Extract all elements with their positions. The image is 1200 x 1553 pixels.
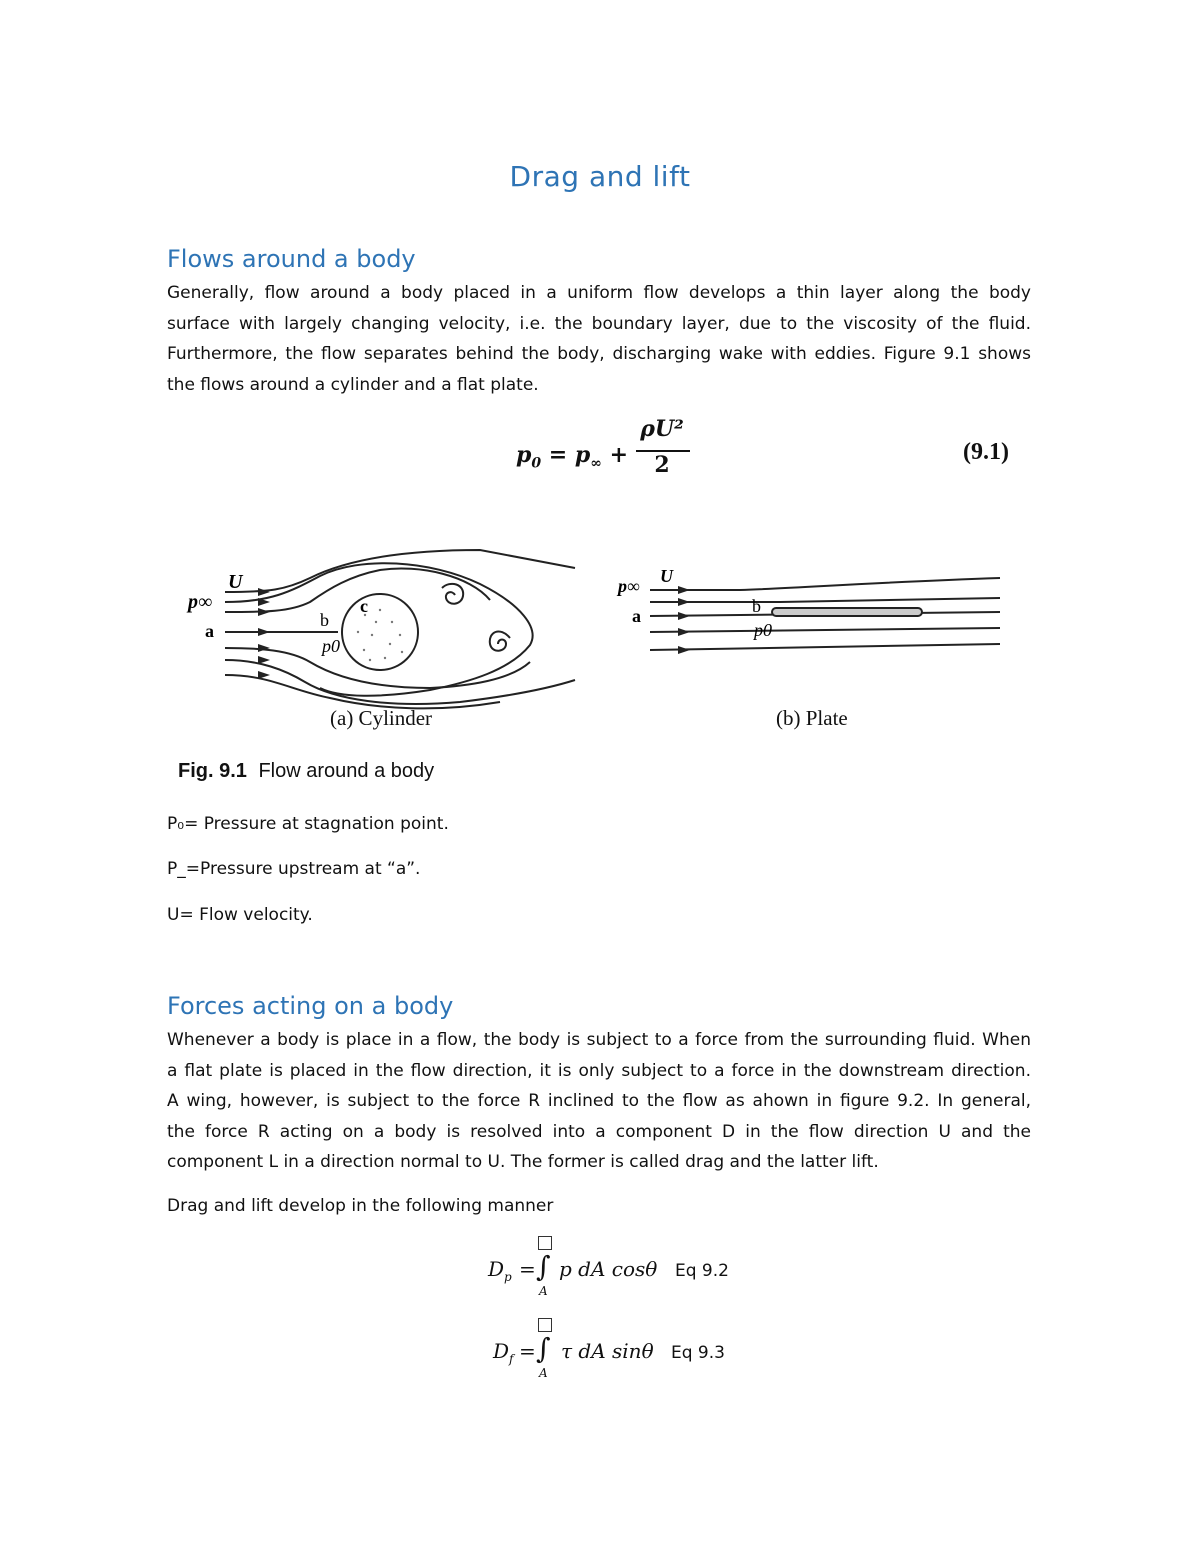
- eq2-body: p dA cosθ: [559, 1257, 658, 1281]
- eq-denominator: 2: [654, 452, 670, 478]
- eq3-limit: A: [539, 1366, 548, 1380]
- integral-sign: ∫: [536, 1250, 551, 1283]
- figure-caption-label: Fig. 9.1: [178, 760, 247, 782]
- eq2-lhs: [488, 1257, 512, 1284]
- eddy: [442, 584, 463, 604]
- section-heading-forces: Forces acting on a body: [167, 992, 454, 1020]
- eq2-lhs-sub: p: [504, 1270, 512, 1284]
- plate-body: [772, 608, 922, 616]
- paragraph-line: the flows around a cylinder and a flat plate.: [167, 374, 539, 395]
- eq2-limit: A: [539, 1284, 548, 1298]
- label-p0-cyl: p0: [322, 636, 340, 656]
- placeholder-box: [538, 1318, 552, 1332]
- paragraph-line: surface with largely changing velocity, i.e. the boundary layer, due to the viscosity of the fluid.: [167, 313, 1031, 334]
- label-b-plate: b: [752, 596, 761, 616]
- figure-flow-diagram: [180, 540, 1020, 740]
- cylinder-body: [342, 594, 418, 670]
- label-p-inf-plate: p∞: [618, 576, 640, 596]
- figure-caption-text: Flow around a body: [258, 760, 435, 782]
- figure-caption: [178, 760, 434, 783]
- streamline: [225, 550, 575, 592]
- eq3-equals: =: [519, 1339, 536, 1363]
- eddy: [490, 631, 510, 650]
- label-a-plate: a: [632, 606, 641, 626]
- eq3-lhs: [493, 1339, 514, 1366]
- definition-u: U= Flow velocity.: [167, 905, 313, 925]
- label-a-cyl: a: [205, 621, 214, 641]
- eq-rhs-sub: ∞: [590, 455, 602, 472]
- label-p-inf-cyl: p∞: [188, 591, 213, 613]
- eq2-equals: =: [519, 1257, 536, 1281]
- eq2-label: Eq 9.2: [675, 1261, 729, 1281]
- label-b-cyl: b: [320, 610, 329, 630]
- paragraph-line: A wing, however, is subject to the force R inclined to the flow as ahown in figure 9.2. In general,: [167, 1091, 1031, 1111]
- label-c-cyl: c: [360, 596, 368, 616]
- cylinder-caption: (a) Cylinder: [330, 706, 433, 730]
- paragraph-line: a flat plate is placed in the flow direction, it is only subject to a force in the downstream direction.: [167, 1060, 1031, 1081]
- eq-plus: +: [601, 442, 629, 468]
- label-u-plate: U: [660, 566, 673, 586]
- eq3-lhs-sub: f: [509, 1352, 514, 1366]
- paragraph-line: Generally, flow around a body placed in a uniform flow develops a thin layer along the body: [167, 283, 1031, 303]
- eq3-lhs-letter: D: [493, 1339, 510, 1363]
- definition-p-inf: P_=Pressure upstream at “a”.: [167, 859, 421, 879]
- streamline: [650, 644, 1000, 650]
- paragraph-line: component L in a direction normal to U. The former is called drag and the latter lift.: [167, 1152, 879, 1172]
- streamline: [650, 578, 1000, 590]
- plate-caption: (b) Plate: [776, 706, 848, 730]
- streamline: [650, 628, 1000, 632]
- streamline: [650, 598, 1000, 602]
- eq3-body: τ dA sinθ: [561, 1339, 654, 1363]
- drag-lift-intro: Drag and lift develop in the following manner: [167, 1196, 554, 1216]
- equation-number: (9.1): [963, 439, 1009, 465]
- eq-lhs-sub: 0: [531, 455, 542, 472]
- page-title: Drag and lift: [509, 160, 691, 193]
- label-u-cyl: U: [228, 571, 243, 593]
- section-forces-paragraph: [167, 1025, 1031, 1178]
- paragraph-line: Furthermore, the flow separates behind the body, discharging wake with eddies. Figure 9.1 shows: [167, 344, 1031, 364]
- placeholder-box: [538, 1236, 552, 1250]
- section-flows-paragraph: [167, 278, 1031, 400]
- label-p0-plate: p0: [754, 620, 772, 640]
- streamline: [225, 675, 500, 708]
- eq-rhs: p: [574, 442, 591, 468]
- definition-p0: P₀= Pressure at stagnation point.: [167, 814, 449, 834]
- eq-equals: =: [541, 442, 575, 468]
- paragraph-line: the force R acting on a body is resolved into a component D in the flow direction U and the: [167, 1121, 1031, 1142]
- eq3-label: Eq 9.3: [671, 1343, 725, 1363]
- eq-lhs: p: [516, 442, 532, 468]
- section-heading-flows: Flows around a body: [167, 245, 416, 273]
- integral-sign: ∫: [536, 1332, 551, 1365]
- eq2-lhs-letter: D: [488, 1257, 505, 1281]
- paragraph-line: Whenever a body is place in a flow, the body is subject to a force from the surrounding fluid. When: [167, 1030, 1031, 1050]
- eq-numerator: ρU²: [640, 416, 684, 442]
